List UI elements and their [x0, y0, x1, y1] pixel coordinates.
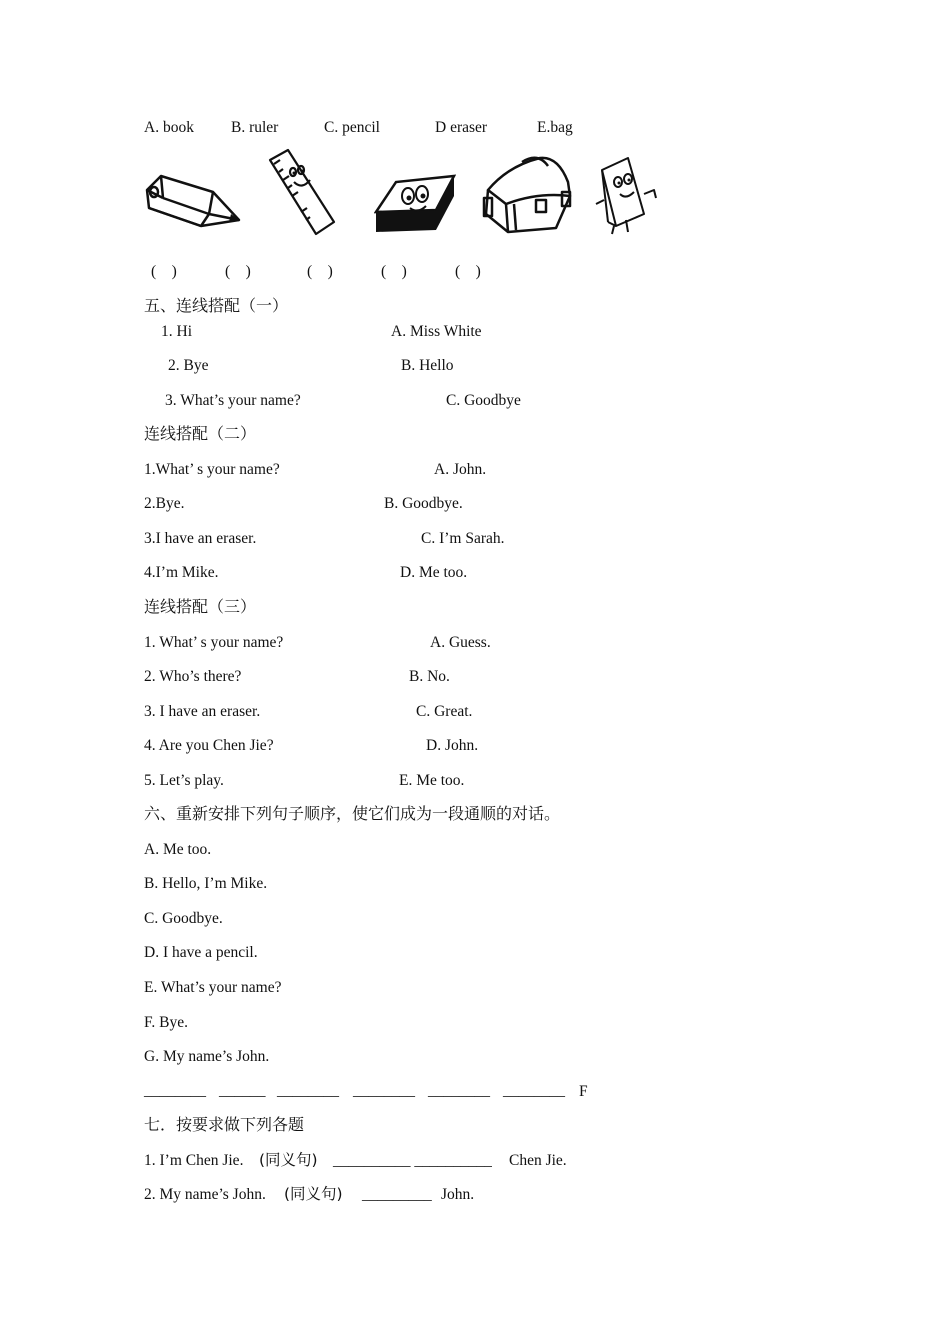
match-left-item: 1. What’ s your name?: [144, 634, 284, 651]
match-right-item: C. Goodbye: [446, 392, 521, 409]
section5b-title: 连线搭配（二）: [144, 424, 257, 443]
match-left-item: 5. Let’s play.: [144, 772, 224, 789]
order-blank[interactable]: ________: [428, 1082, 490, 1099]
dialogue-item: C. Goodbye.: [144, 910, 223, 927]
section7-title: 七．按要求做下列各题: [144, 1115, 305, 1134]
match-right-item: E. Me too.: [399, 772, 465, 789]
order-blank[interactable]: ________: [353, 1082, 415, 1099]
match-right-item: C. Great.: [416, 703, 473, 720]
pencil-icon: [143, 168, 243, 234]
match-left-item: 1.What’ s your name?: [144, 461, 280, 478]
answer-blank-1[interactable]: ( ): [151, 263, 177, 280]
match-left-item: 3. I have an eraser.: [144, 703, 261, 720]
match-right-item: D. John.: [426, 737, 479, 754]
section5-title: 五、连线搭配（一）: [144, 296, 289, 315]
order-blank[interactable]: ________: [503, 1082, 565, 1099]
match-right-item: D. Me too.: [400, 564, 468, 581]
match-left-item: 3.I have an eraser.: [144, 530, 257, 547]
dialogue-item: F. Bye.: [144, 1014, 188, 1031]
option-pencil: C. pencil: [324, 119, 380, 136]
answer-blank-4[interactable]: ( ): [381, 263, 407, 280]
q2-text: 2. My name’s John.: [144, 1186, 266, 1203]
order-last-answer: F: [579, 1083, 588, 1100]
dialogue-item: D. I have a pencil.: [144, 944, 258, 961]
section6-title: 六、重新安排下列句子顺序，使它们成为一段通顺的对话。: [144, 804, 561, 823]
match-right-item: B. Goodbye.: [384, 495, 463, 512]
match-right-item: B. No.: [409, 668, 450, 685]
match-right-item: C. I’m Sarah.: [421, 530, 505, 547]
dialogue-item: A. Me too.: [144, 841, 212, 858]
ruler-icon: [268, 148, 338, 236]
dialogue-item: B. Hello, I’m Mike.: [144, 875, 268, 892]
match-right-item: A. Guess.: [430, 634, 491, 651]
match-right-item: A. John.: [434, 461, 487, 478]
answer-blank-3[interactable]: ( ): [307, 263, 333, 280]
q1-text: 1. I’m Chen Jie.: [144, 1152, 244, 1169]
dialogue-item: E. What’s your name?: [144, 979, 282, 996]
match-left-item: 4.I’m Mike.: [144, 564, 219, 581]
match-right-item: A. Miss White: [391, 323, 482, 340]
option-book: A. book: [144, 119, 194, 136]
bag-icon: [478, 152, 574, 236]
eraser-icon: [374, 166, 456, 236]
q1-blanks[interactable]: __________ __________: [333, 1152, 492, 1169]
answer-blank-2[interactable]: ( ): [225, 263, 251, 280]
match-right-item: B. Hello: [401, 357, 454, 374]
answer-blank-5[interactable]: ( ): [455, 263, 481, 280]
match-left-item: 3. What’s your name?: [165, 392, 301, 409]
order-blank[interactable]: ________: [144, 1082, 206, 1099]
book-icon: [594, 154, 660, 236]
q2-blanks[interactable]: _________: [362, 1186, 432, 1203]
match-left-item: 2. Who’s there?: [144, 668, 242, 685]
dialogue-item: G. My name’s John.: [144, 1048, 270, 1065]
match-left-item: 1. Hi: [161, 323, 192, 340]
order-blank[interactable]: ______: [219, 1082, 266, 1099]
q1-tag: (同义句): [259, 1151, 318, 1169]
q2-end: John.: [441, 1186, 475, 1203]
q2-tag: (同义句): [284, 1185, 343, 1203]
section5c-title: 连线搭配（三）: [144, 597, 257, 616]
option-ruler: B. ruler: [231, 119, 279, 136]
q1-end: Chen Jie.: [509, 1152, 567, 1169]
option-eraser: D eraser: [435, 119, 488, 136]
match-left-item: 4. Are you Chen Jie?: [144, 737, 274, 754]
option-bag: E.bag: [537, 119, 573, 136]
match-left-item: 2.Bye.: [144, 495, 185, 512]
order-blank[interactable]: ________: [277, 1082, 339, 1099]
match-left-item: 2. Bye: [168, 357, 209, 374]
